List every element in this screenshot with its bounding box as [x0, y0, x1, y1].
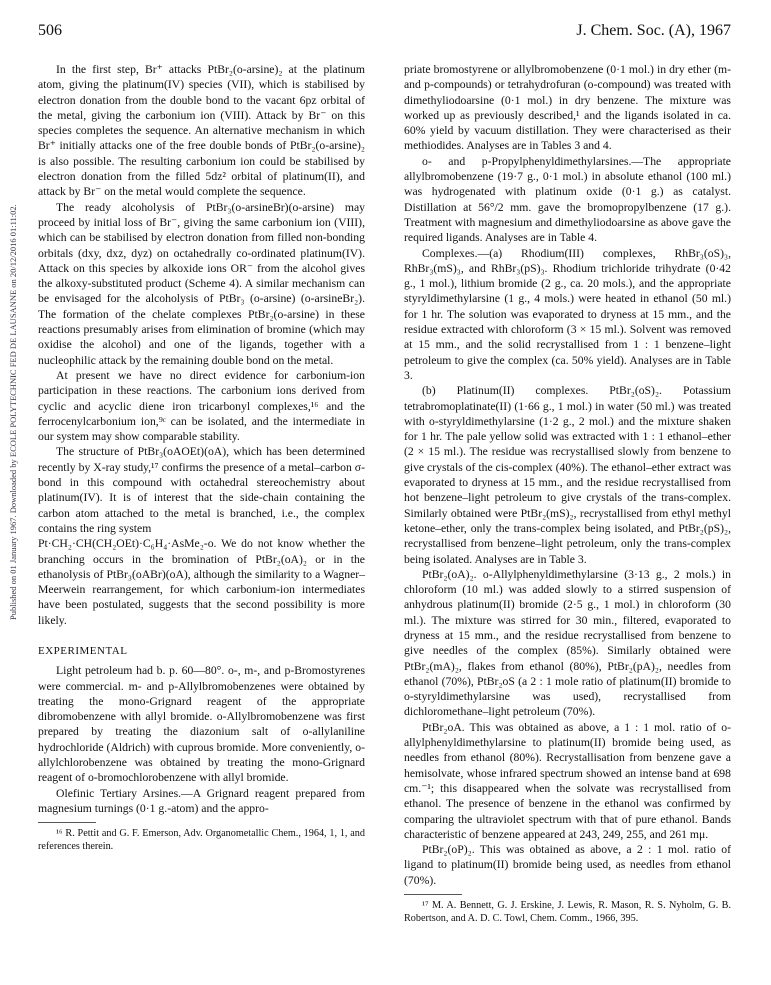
download-sidebar: Published on 01 January 1967. Downloaded by ECOLE POLYTECHNIC FED DE LAUSANNE on 20/12/2016 01:11:02.: [8, 204, 18, 620]
paragraph: Light petroleum had b. p. 60—80°. o-, m-, and p-Bromostyrenes were commercial. m- and p-Allylbromobenzenes were obtained by treating the mono-Grignard reagent of the appropriate dibromobenzene with allyl bromide. o-Allylbromobenzene was first prepared by treating the diazonium salt of o-allylaniline hydrochloride (Aldrich) with cuprous bromide. More conveniently, o-allylchlorobenzene was obtained by treating the mono-Grignard reagent of o-bromochlorobenzene with allyl bromide.: [38, 664, 365, 785]
footnote-rule: [38, 822, 96, 823]
paragraph: Olefinic Tertiary Arsines.—A Grignard reagent prepared from magnesium turnings (0·1 g.-atom) and the appro-: [38, 786, 365, 815]
paragraph: The ready alcoholysis of PtBr₃(o-arsineBr)(o-arsine) may proceed by initial loss of Br⁻, giving the same carbonium ion (VIII), which can be stabilised by electron donation from filled non-bonding orbitals (dxy, dxz, dyz) on octahedrally co-ordinated platinum(IV). Attack on this species by alkoxide ions OR⁻ from the alcohol gives the alkoxy-substituted product (Scheme 4). A similar mechanism can be envisaged for the alcoholysis of PtBr₃ (o-arsine) (o-arsineBr₂). The formation of the chelate complexes PtBr₂(o-arsine) in these reactions presumably arises from elimination of bromine (which may oxidise the alcohol) and one of the ligands, together with a nucleophilic attack by the remaining double bond on the metal.: [38, 200, 365, 367]
journal-title: J. Chem. Soc. (A), 1967: [576, 22, 731, 39]
section-heading: EXPERIMENTAL: [38, 644, 128, 657]
left-column: [38, 62, 365, 853]
paragraph: PtBr₂(oP)₂. This was obtained as above, a 2 : 1 mol. ratio of ligand to platinum(II) bromide being used, as needles from ethanol (70%).: [404, 843, 731, 887]
paragraph: (b) Platinum(II) complexes. PtBr₂(oS)₂. Potassium tetrabromoplatinate(II) (1·66 g., 1 mol.) in water (50 ml.) was treated with o-styryldimethylarsine (1·2 g., 2 mol.) and the mixture shaken for 1 hr. The pale yellow solid was extracted with 1 : 1 ethanol–ether (2 × 15 ml.). The residue was recrystallised slowly from benzene to give crystals of the cis-complex (40%). The ethanol–ether extract was evaporated to dryness at 15 mm., and the residue recrystallised from hot benzene–light petroleum to give crystals of the trans-complex. Similarly obtained were PtBr₂(mS)₂, recrystallised from ethyl methyl ketone–ether, only the trans-complex being isolated, and PtBr₂(pS)₂, recrystallised from benzene–light petroleum, only the trans-complex being isolated. Analyses are in Table 3.: [404, 384, 731, 566]
paragraph: The structure of PtBr₃(oAOEt)(oA), which has been determined recently by X-ray study,¹⁷ confirms the presence of a metal–carbon σ-bond in this compound with octahedral stereochemistry about platinum(IV). It is of interest that the side-chain containing the carbon atom attached to the metal is branched, i.e., the complex contains the ring system: [38, 445, 365, 535]
paragraph: o- and p-Propylphenyldimethylarsines.—The appropriate allylbromobenzene (19·7 g., 0·1 mol.) in absolute ethanol (100 ml.) was hydrogenated with platinum oxide (0·1 g.) as catalyst. Distillation at 56°/2 mm. gave the bromopropylbenzene (17 g.). Treatment with magnesium and dimethyliodoarsine as above gave the required ligands. Analyses are in Table 4.: [404, 154, 731, 245]
right-column: [404, 62, 731, 925]
page-number: 506: [38, 22, 62, 39]
footnote: ¹⁶ R. Pettit and G. F. Emerson, Adv. Organometallic Chem., 1964, 1, 1, and references therein.: [38, 828, 365, 853]
paragraph: PtBr₂oA. This was obtained as above, a 1 : 1 mol. ratio of o-allylphenyldimethylarsine to platinum(II) bromide being used, as needles from ethanol (80%). Recrystallisation from benzene gave a hemisolvate, whose infrared spectrum showed an intense band at 698 cm.⁻¹; this disappeared when the solvate was recrystallised from ethanol. The presence of benzene in the ethanol was confirmed by comparing the ultraviolet spectrum with that of pure ethanol. Bands characteristic of benzene appeared at 243, 249, 255, and 261 mμ.: [404, 720, 731, 841]
paragraph: Complexes.—(a) Rhodium(III) complexes, RhBr₃(oS)₃, RhBr₃(mS)₃, and RhBr₃(pS)₃. Rhodium trichloride trihydrate (0·42 g., 1 mol.), lithium bromide (2 g., ca. 20 mols.), and the appropriate styryldimethylarsine (1 g., 4 mols.) were heated in ethanol (50 ml.) for 1 hr. The solution was evaporated to dryness at 15 mm., and the residue extracted with chloroform (3 × 15 ml.). Solvent was removed at 15 mm., and the solid recrystallised from 1 : 1 benzene–light petroleum to give the complex (ca. 50% yield). Analyses are in Table 3.: [404, 246, 731, 382]
paragraph: At present we have no direct evidence for carbonium-ion participation in these reactions. The carbonium ions derived from cyclic and acyclic diene iron tricarbonyl complexes,¹⁶ and the ferrocenylcarbonium ion,⁹ᶜ can be isolated, and the intermediate in our system may show comparable stability.: [38, 368, 365, 444]
footnote-rule: [404, 894, 462, 895]
paragraph: priate bromostyrene or allylbromobenzene (0·1 mol.) in dry ether (m- and p-compounds) or tetrahydrofuran (o-compound) was treated with dimethyliodoarsine (0·1 mol.) in dry benzene. The mixture was worked up as previously described,¹ and the ligands isolated in ca. 60% yield by vacuum distillation. They were characterised as their methiodides. Analyses are in Tables 3 and 4.: [404, 63, 731, 153]
paragraph: PtBr₂(oA)₂. o-Allylphenyldimethylarsine (3·13 g., 2 mols.) in chloroform (10 ml.) was added slowly to a stirred suspension of anhydrous platinum(II) bromide (2·5 g., 1 mol.) in chloroform (30 ml.). The mixture was stirred for 30 min., filtered, evaporated to dryness at 15 mm., and the residue recrystallised from benzene to give needles of the complex (85%). Similarly obtained were PtBr₂(mA)₂, flakes from ethanol (80%), PtBr₂(pA)₂, needles from ethanol (70%), PtBr₂oS (a 2 : 1 mole ratio of platinum(II) bromide to o-styryldimethylarsine was used), recrystallised from dichloromethane–light petroleum (70%).: [404, 567, 731, 719]
paragraph: In the first step, Br⁺ attacks PtBr₂(o-arsine)₂ at the platinum atom, giving the platinum(IV) species (VII), which is stabilised by electron donation from the double bond to the vacant 6pz orbital of the metal, giving the carbonium ion (VIII). Attack by Br⁻ on this species completes the sequence. An alternative mechanism in which Br⁺ initially attacks one of the free double bonds of PtBr₂(o-arsine)₂ is also possible. The resulting carbonium ion could be stabilised by electron donation from the filled 5dz² orbital of platinum(II), and attack by Br⁻ on the metal would complete the sequence.: [38, 63, 365, 199]
footnote: ¹⁷ M. A. Bennett, G. J. Erskine, J. Lewis, R. Mason, R. S. Nyholm, G. B. Robertson, and A. D. C. Towl, Chem. Comm., 1966, 395.: [404, 900, 731, 925]
paragraph: Pt·CH₂·CH(CH₂OEt)·C₆H₄·AsMe₂-o. We do not know whether the branching occurs in the bromination of PtBr₂(oA)₂ or in the ethanolysis of PtBr₃(oABr)(oA), although the similarity to a Wagner–Meerwein rearrangement, for which carbonium-ion intermediates have been postulated, suggests that the second possibility is more likely.: [38, 537, 365, 627]
